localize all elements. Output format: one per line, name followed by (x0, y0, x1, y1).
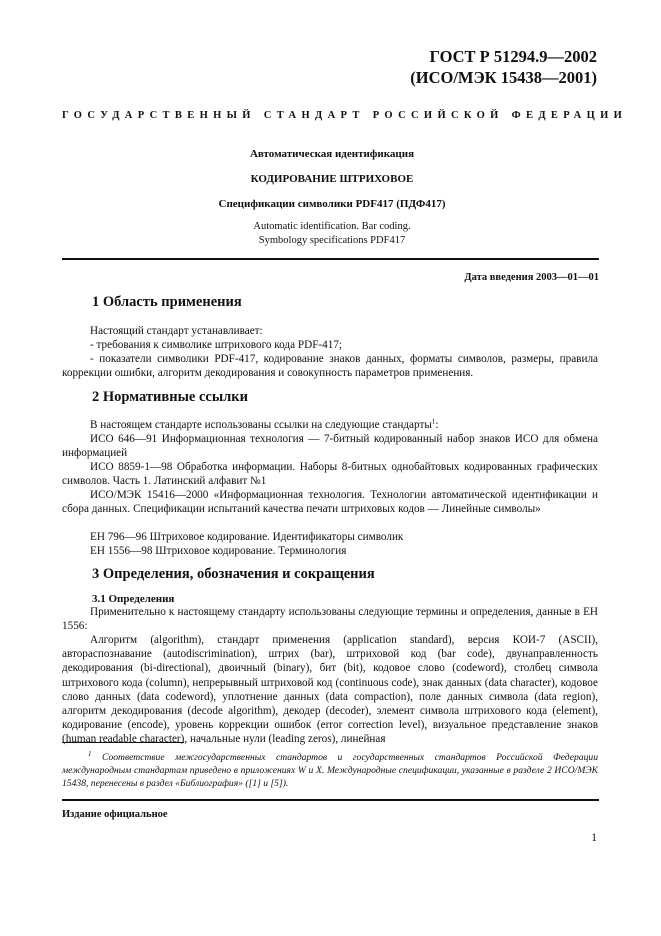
title-line-2: КОДИРОВАНИЕ ШТРИХОВОЕ (250, 173, 414, 185)
reference-item: ИСО/МЭК 15416—2000 «Информационная технология. Технологии автоматической идентификации и сбора данных. Спецификации испытаний качества печати штриховых кодов — Линейные символы» (62, 489, 598, 516)
reference-item: ИСО 646—91 Информационная технология — 7-битный кодированный набор знаков ИСО для обмена информацией (62, 433, 598, 460)
bottom-rule (62, 799, 599, 801)
footnote-text: Соответствие межгосударственных стандартов и государственных стандартов Российской Федерации международным стандартам приведено в приложениях W и X. Международные спецификации, указанные в разделе 2 ИСО/МЭК 15438, перенесены в раздел «Библиография» ([1] и [5]). (62, 752, 598, 789)
section-3-paragraph-2: Алгоритм (algorithm), стандарт применения (application standard), версия КОИ-7 (ASCII), автораспознавание (autodiscrimination), штрих (bar), штриховой код (bar code), двунаправленность декодирования (bi-directional), двоичный (binary), бит (bit), кодовое слово (codeword), столбец символа штрихового кода (column), непрерывный штриховой код (continuous code), знак данных (data character), кодовое слово данных (data codeword), уплотнение данных (data compaction), поле данных символа (data region), алгоритм декодирования (decode algorithm), декодер (decoder), элемент символа штрихового кода (element), кодирование (encode), уровень коррекции ошибок (error correction level), визуальное представление знаков (human readable character), начальные нули (leading zeros), линейная (62, 634, 598, 746)
section-3-paragraph-1: Применительно к настоящему стандарту использованы следующие термины и определения, данные в ЕН 1556: (62, 606, 598, 633)
document-number: ГОСТ Р 51294.9—2002 (429, 47, 597, 66)
state-standard-banner: ГОСУДАРСТВЕННЫЙ СТАНДАРТ РОССИЙСКОЙ ФЕДЕРАЦИИ (62, 110, 628, 121)
section-1-heading: 1 Область применения (92, 294, 242, 310)
section-1-paragraph-1: Настоящий стандарт устанавливает: (90, 325, 263, 337)
section-2-intro-end: : (435, 419, 439, 431)
title-line-1: Автоматическая идентификация (249, 148, 415, 160)
english-title-1: Automatic identification. Bar coding. (253, 221, 411, 232)
section-1-paragraph-2: - требования к символике штрихового кода PDF-417; (90, 339, 343, 351)
reference-item: ЕН 1556—98 Штриховое кодирование. Терминология (90, 545, 347, 557)
iso-number: (ИСО/МЭК 15438—2001) (410, 68, 597, 87)
section-2-intro (62, 418, 598, 432)
english-title-2: Symbology specifications PDF417 (258, 235, 406, 246)
section-3-heading: 3 Определения, обозначения и сокращения (92, 566, 375, 582)
subsection-3-1-heading: 3.1 Определения (92, 593, 175, 605)
title-rule (62, 258, 599, 260)
footnote-reference: 1 (431, 417, 436, 426)
introduction-date: Дата введения 2003—01—01 (464, 272, 599, 283)
footnote (62, 751, 598, 790)
section-2-intro-text: В настоящем стандарте использованы ссылки на следующие стандарты (90, 419, 432, 431)
footnote-separator (62, 742, 184, 743)
reference-item: ЕН 796—96 Штриховое кодирование. Идентификаторы символик (90, 531, 404, 543)
footnote-mark: 1 (88, 749, 92, 758)
section-1-paragraph-3: - показатели символики PDF-417, кодирование знаков данных, форматы символов, размеры, правила коррекции ошибки, алгоритм декодирования и совокупность параметров применения. (62, 353, 598, 380)
reference-item: ИСО 8859-1—98 Обработка информации. Наборы 8-битных однобайтовых кодированных графических символов. Часть 1. Латинский алфавит №1 (62, 461, 598, 488)
title-line-3: Спецификации символики PDF417 (ПДФ417) (218, 198, 446, 210)
page-number: 1 (591, 832, 597, 844)
section-2-heading: 2 Нормативные ссылки (92, 389, 248, 405)
official-edition: Издание официальное (62, 809, 168, 820)
